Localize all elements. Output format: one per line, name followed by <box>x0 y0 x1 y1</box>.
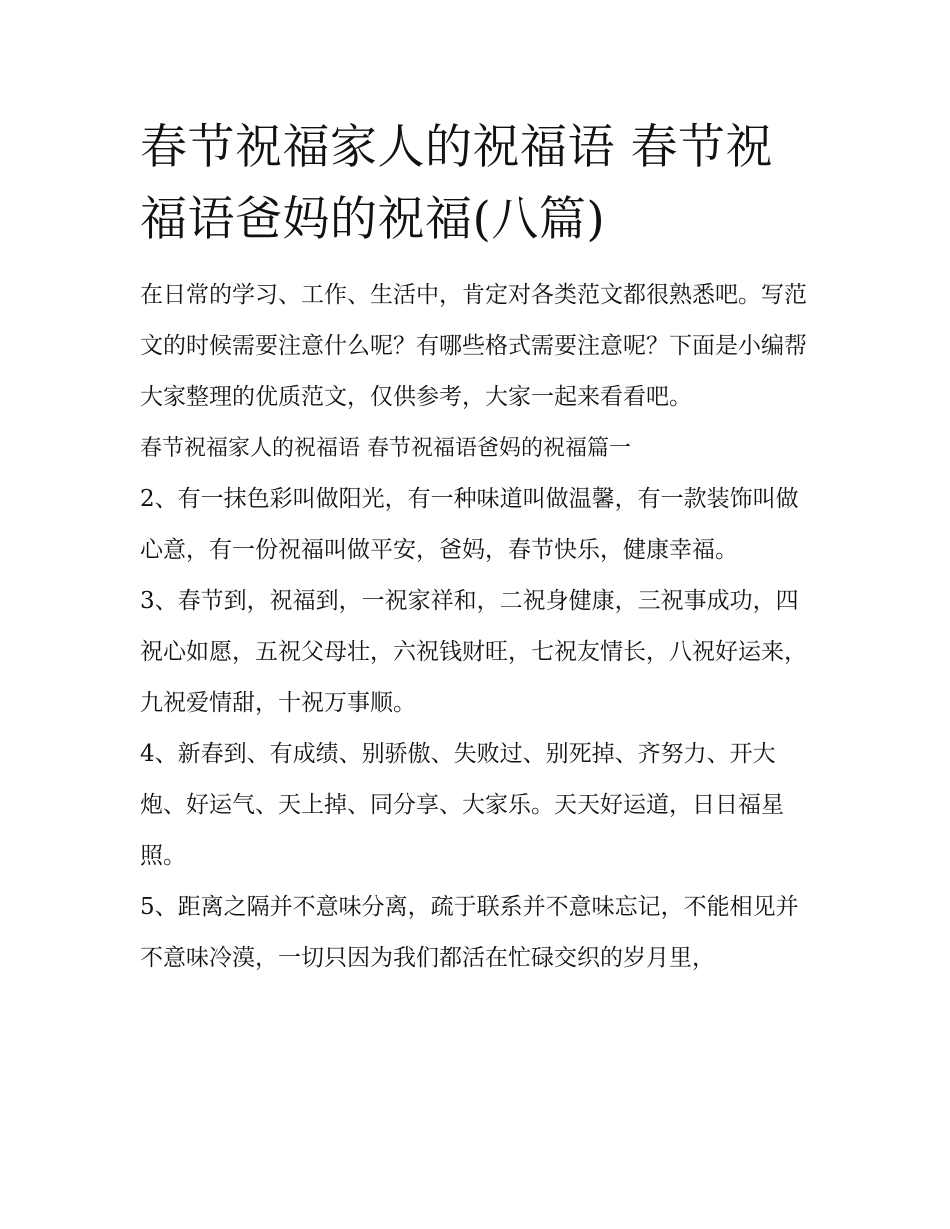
document-title: 春节祝福家人的祝福语 春节祝福语爸妈的祝福(八篇) <box>140 120 773 247</box>
list-item: 3、春节到，祝福到，一祝家祥和，二祝身健康，三祝事成功，四祝心如愿，五祝父母壮，六祝钱财旺，七祝友情长，八祝好运来，九祝爱情甜，十祝万事顺。 <box>140 588 807 716</box>
list-item: 2、有一抹色彩叫做阳光，有一种味道叫做温馨，有一款装饰叫做心意，有一份祝福叫做平安，爸妈，春节快乐，健康幸福。 <box>140 486 799 563</box>
list-item: 5、距离之隔并不意味分离，疏于联系并不意味忘记，不能相见并不意味冷漠，一切只因为我们都活在忙碌交织的岁月里， <box>140 894 799 971</box>
list-item: 4、新春到、有成绩、别骄傲、失败过、别死掉、齐努力、开大炮、好运气、天上掉、同分享、大家乐。天天好运道，日日福星照。 <box>140 741 784 869</box>
intro-paragraph: 在日常的学习、工作、生活中，肯定对各类范文都很熟悉吧。写范文的时候需要注意什么呢？有哪些格式需要注意呢？下面是小编帮大家整理的优质范文，仅供参考，大家一起来看看吧。 <box>140 282 807 410</box>
document-body <box>140 112 815 984</box>
section-heading: 春节祝福家人的祝福语 春节祝福语爸妈的祝福篇一 <box>140 436 631 461</box>
